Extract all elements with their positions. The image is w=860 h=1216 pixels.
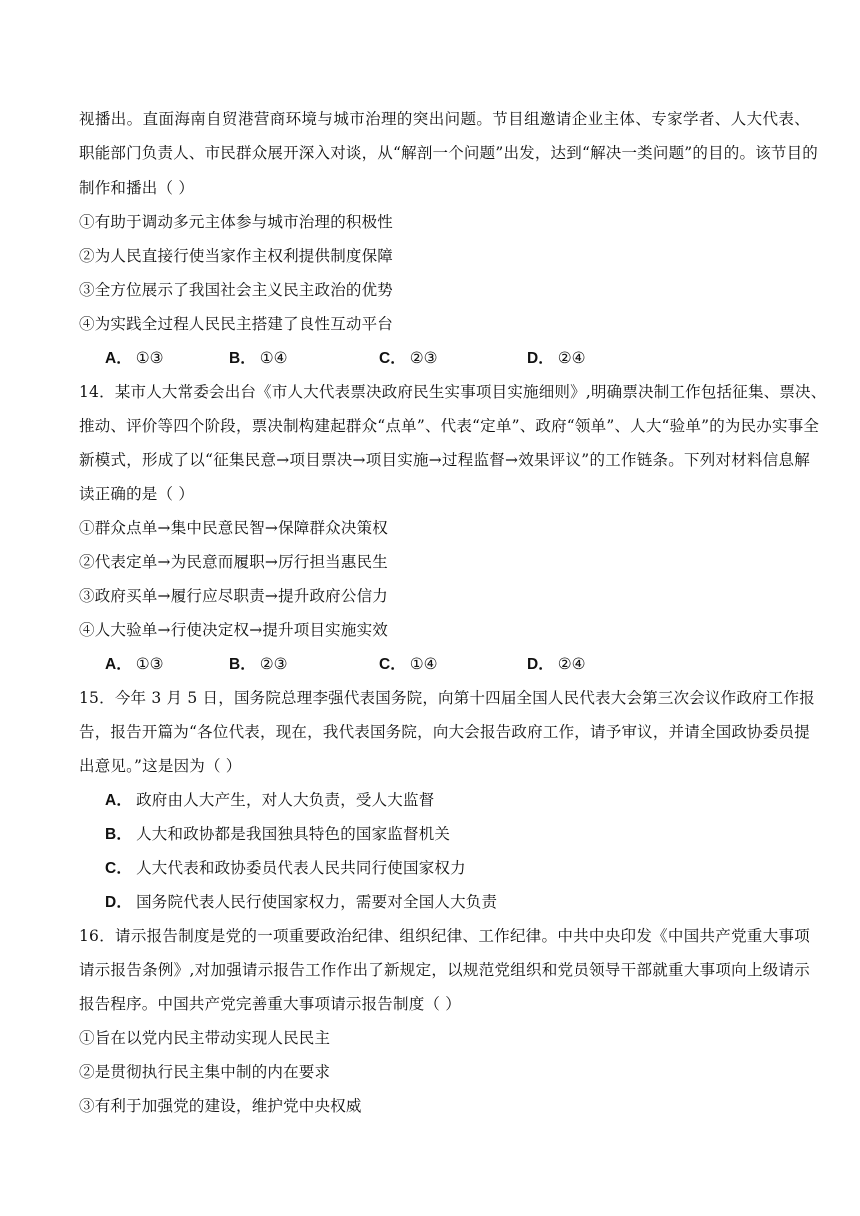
- q15-choice-a[interactable]: A． 政府由人大产生，对人大负责，受人大监督: [105, 791, 435, 809]
- q16-stem-line-3: 报告程序。中国共产党完善重大事项请示报告制度（ ）: [79, 995, 461, 1013]
- q15-choice-c[interactable]: C． 人大代表和政协委员代表人民共同行使国家权力: [105, 859, 466, 877]
- q14-stem-line-2: 推动、评价等四个阶段，票决制构建起群众“点单”、代表“定单”、政府“领单”、人大“验单”的为民办实事全: [79, 417, 820, 435]
- q15-choice-d[interactable]: D． 国务院代表人民行使国家权力，需要对全国人大负责: [105, 893, 498, 911]
- q13-option-a[interactable]: A． ①③: [105, 349, 164, 367]
- q15-stem-line-3: 出意见。”这是因为（ ）: [79, 757, 242, 775]
- q16-stem-line-1: 16．请示报告制度是党的一项重要政治纪律、组织纪律、工作纪律。中共中央印发《中国共产党重大事项: [79, 927, 810, 945]
- q13-option-c[interactable]: C． ②③: [379, 349, 438, 367]
- q14-statement-2: ②代表定单→为民意而履职→厉行担当惠民生: [79, 553, 388, 571]
- q14-statement-3: ③政府买单→履行应尽职责→提升政府公信力: [79, 587, 388, 605]
- q15-stem-line-1: 15．今年 3 月 5 日，国务院总理李强代表国务院，向第十四届全国人民代表大会第三次会议作政府工作报: [79, 689, 815, 707]
- q13-stem-line-1: 视播出。直面海南自贸港营商环境与城市治理的突出问题。节目组邀请企业主体、专家学者、人大代表、: [79, 110, 810, 128]
- q14-statement-1: ①群众点单→集中民意民智→保障群众决策权: [79, 519, 388, 537]
- q14-stem-line-4: 读正确的是（ ）: [79, 485, 195, 503]
- q13-statement-3: ③全方位展示了我国社会主义民主政治的优势: [79, 281, 394, 299]
- q13-statement-1: ①有助于调动多元主体参与城市治理的积极性: [79, 213, 394, 231]
- q13-option-d[interactable]: D． ②④: [527, 349, 586, 367]
- q15-choice-b[interactable]: B． 人大和政协都是我国独具特色的国家监督机关: [105, 825, 451, 843]
- q16-statement-2: ②是贯彻执行民主集中制的内在要求: [79, 1063, 331, 1081]
- q16-stem-line-2: 请示报告条例》,对加强请示报告工作作出了新规定，以规范党组织和党员领导干部就重大事项向上级请示: [79, 961, 810, 979]
- q15-stem-line-2: 告，报告开篇为“各位代表，现在，我代表国务院，向大会报告政府工作，请予审议，并请全国政协委员提: [79, 723, 810, 741]
- q16-statement-3: ③有利于加强党的建设，维护党中央权威: [79, 1097, 362, 1115]
- q16-statement-1: ①旨在以党内民主带动实现人民民主: [79, 1029, 331, 1047]
- q13-statement-2: ②为人民直接行使当家作主权利提供制度保障: [79, 247, 394, 265]
- q13-stem-line-2: 职能部门负责人、市民群众展开深入对谈，从“解剖一个问题”出发，达到“解决一类问题”的目的。该节目的: [79, 144, 818, 162]
- q14-option-b[interactable]: B． ②③: [229, 655, 288, 673]
- q14-option-c[interactable]: C． ①④: [379, 655, 438, 673]
- q14-option-a[interactable]: A． ①③: [105, 655, 164, 673]
- q14-option-d[interactable]: D． ②④: [527, 655, 586, 673]
- q14-statement-4: ④人大验单→行使决定权→提升项目实施实效: [79, 621, 388, 639]
- q14-stem-line-1: 14．某市人大常委会出台《市人大代表票决政府民生实事项目实施细则》,明确票决制工作包括征集、票决、: [79, 383, 827, 401]
- q13-stem-line-3: 制作和播出（ ）: [79, 179, 195, 197]
- q13-statement-4: ④为实践全过程人民民主搭建了良性互动平台: [79, 315, 394, 333]
- q14-stem-line-3: 新模式，形成了以“征集民意→项目票决→项目实施→过程监督→效果评议”的工作链条。下列对材料信息解: [79, 451, 810, 469]
- q13-option-b[interactable]: B． ①④: [229, 349, 288, 367]
